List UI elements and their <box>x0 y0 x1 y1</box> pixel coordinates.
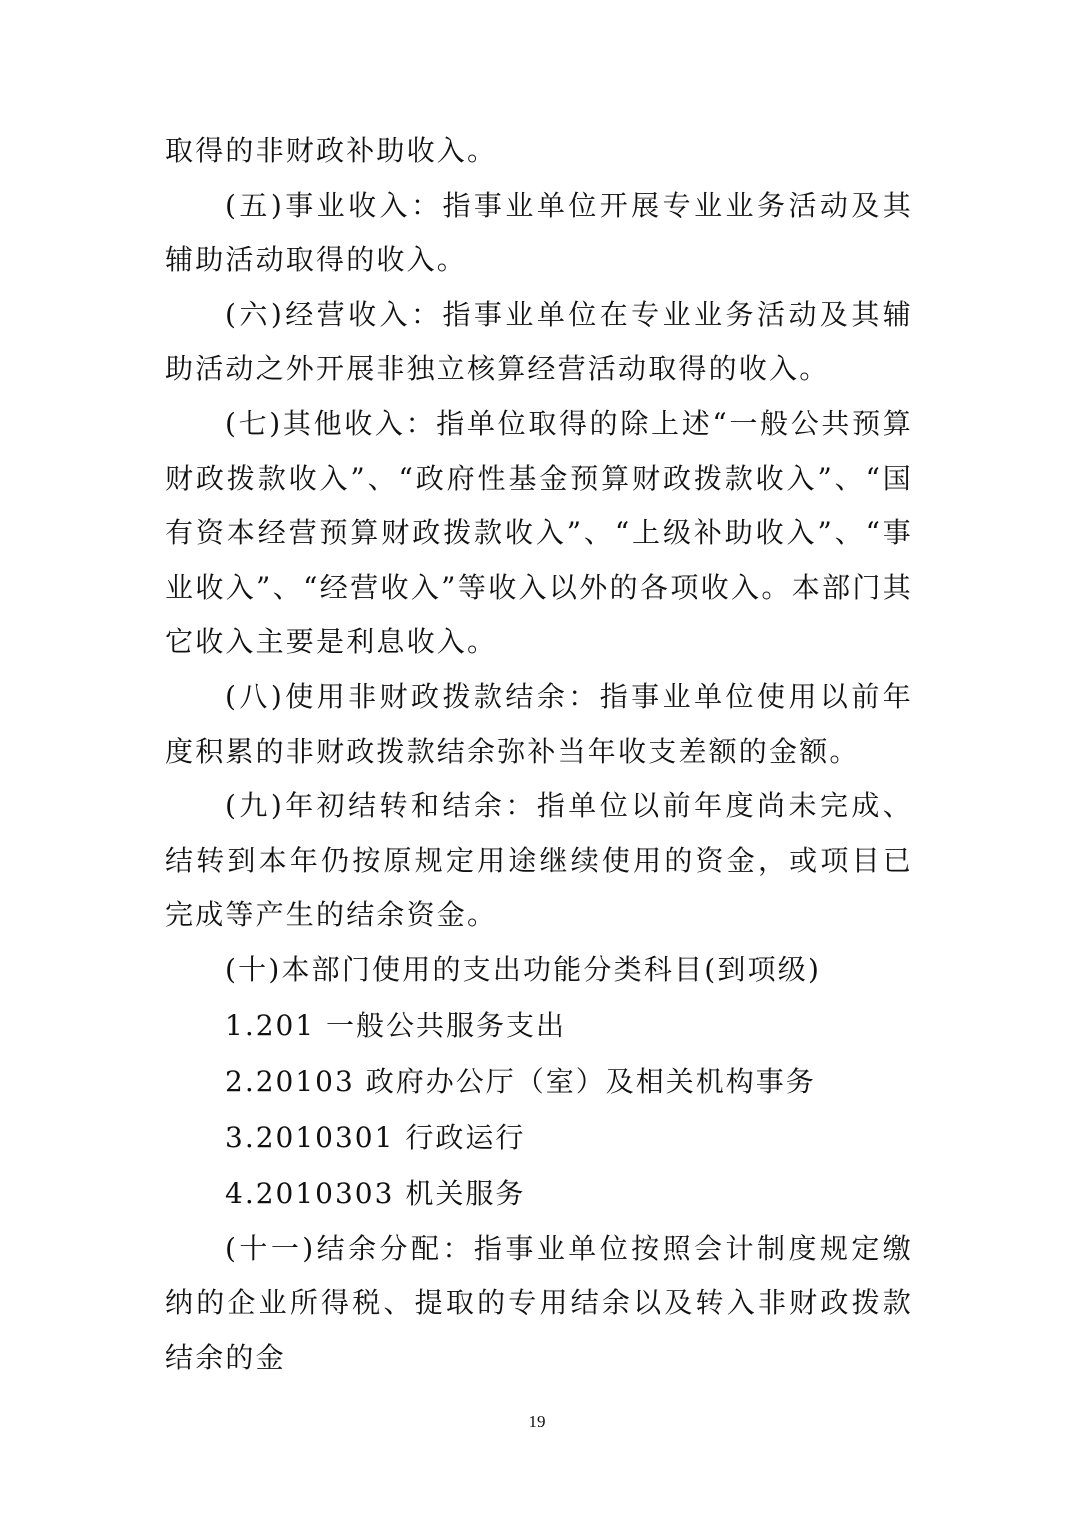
paragraph-continuation: 取得的非财政补助收入。 <box>165 134 498 167</box>
list-item-201: 1.201 一般公共服务支出 <box>225 1008 567 1042</box>
list-item-2010301: 3.2010301 行政运行 <box>225 1120 526 1154</box>
paragraph-operating-income: (六)经营收入：指事业单位在专业业务活动及其辅助活动之外开展非独立核算经营活动取得的收入。 <box>165 297 913 386</box>
paragraph-business-income: (五)事业收入：指事业单位开展专业业务活动及其辅助活动取得的收入。 <box>165 188 913 277</box>
paragraph-carryover-balance: (九)年初结转和结余：指单位以前年度尚未完成、结转到本年仍按原规定用途继续使用的资金，或项目已完成等产生的结余资金。 <box>165 789 913 932</box>
list-item-20103: 2.20103 政府办公厅（室）及相关机构事务 <box>225 1064 816 1098</box>
paragraph-surplus-distribution: (十一)结余分配：指事业单位按照会计制度规定缴纳的企业所得税、提取的专用结余以及转入非财政拨款结余的金 <box>165 1231 913 1374</box>
body-text <box>165 124 913 1385</box>
paragraph-expenditure-classification: (十)本部门使用的支出功能分类科目(到项级) <box>225 952 822 986</box>
page-number: 19 <box>528 1412 546 1431</box>
paragraph-other-income: (七)其他收入：指单位取得的除上述“一般公共预算财政拨款收入”、“政府性基金预算财政拨款收入”、“国有资本经营预算财政拨款收入”、“上级补助收入”、“事业收入”、“经营收入”等收入以外的各项收入。本部门其它收入主要是利息收入。 <box>165 406 913 659</box>
list-item-2010303: 4.2010303 机关服务 <box>225 1176 526 1210</box>
paragraph-non-fiscal-balance: (八)使用非财政拨款结余：指事业单位使用以前年度积累的非财政拨款结余弥补当年收支差额的金额。 <box>165 679 913 768</box>
